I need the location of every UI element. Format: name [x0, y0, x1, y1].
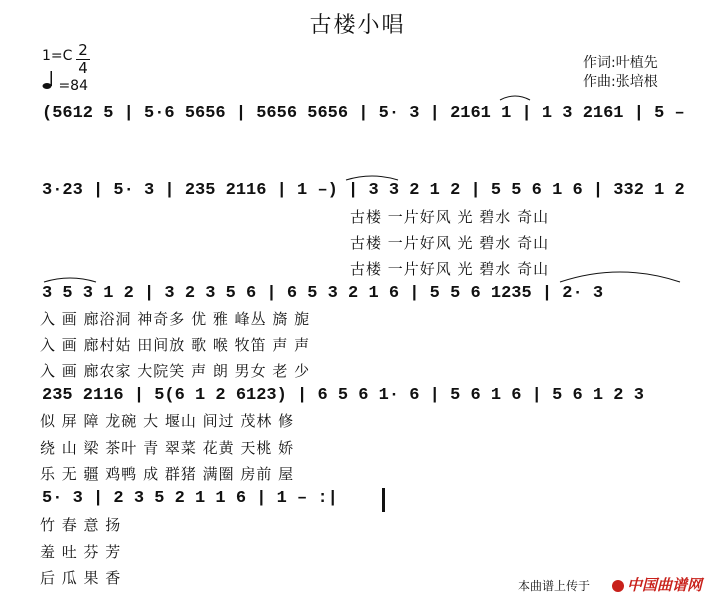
song-title: 古楼小唱 [309, 13, 406, 38]
site-name: 中国曲谱网 [627, 577, 703, 594]
slur-mark [560, 272, 680, 282]
slur-mark [346, 176, 398, 180]
lyric-row4-verse1: 似 屏 障 龙碗 大 堰山 间过 茂林 修 [40, 412, 295, 430]
lyricist-credit: 作词:叶植先 [583, 55, 658, 71]
lyric-row4-verse3: 乐 无 疆 鸡鸭 成 群猪 满圈 房前 屋 [40, 465, 295, 483]
composer-credit: 作曲:张培根 [583, 74, 658, 90]
staff-line-3: 3 5 3 1 2 | 3 2 3 5 6 | 6 5 3 2 1 6 | 5 5 6 1235 | 2· 3 [42, 284, 604, 303]
key-signature: 1=C [42, 48, 73, 64]
staff-line-1: (5612 5 | 5·6 5656 | 5656 5656 | 5· 3 | 2161 1 | 1 3 2161 | 5 – [42, 104, 685, 123]
staff-line-4: 235 2116 | 5(6 1 2 6123) | 6 5 6 1· 6 | 5 6 1 6 | 5 6 1 2 3 [42, 386, 644, 405]
final-barline [382, 488, 385, 512]
lyric-row3-verse2: 入 画 廊村姑 田间放 歌 喉 牧笛 声 声 [40, 336, 311, 354]
slur-mark [44, 278, 96, 282]
lyric-row3-verse1: 入 画 廊浴洞 神奇多 优 雅 峰丛 旖 旎 [40, 310, 311, 328]
slur-mark [500, 96, 530, 100]
staff-line-2: 3·23 | 5· 3 | 235 2116 | 1 –) | 3 3 2 1 2 | 5 5 6 1 6 | 332 1 2 [42, 181, 685, 200]
lyric-row2-verse1: 古楼 一片好风 光 碧水 奇山 [350, 208, 550, 226]
lyric-row5-verse3: 后 瓜 果 香 [40, 569, 122, 587]
lyric-row2-verse2: 古楼 一片好风 光 碧水 奇山 [350, 234, 550, 252]
tempo-value: =84 [58, 78, 88, 94]
lyric-row4-verse2: 绕 山 梁 茶叶 青 翠菜 花黄 天桃 娇 [40, 439, 295, 457]
lyric-row2-verse3: 古楼 一片好风 光 碧水 奇山 [350, 260, 550, 278]
logo-mark-icon [612, 580, 624, 592]
time-sig-top: 2 [78, 41, 88, 59]
staff-line-5: 5· 3 | 2 3 5 2 1 1 6 | 1 – :| [42, 489, 338, 508]
lyric-row5-verse1: 竹 春 意 扬 [40, 516, 122, 534]
time-sig-bottom: 4 [78, 59, 88, 77]
lyric-row3-verse3: 入 画 廊农家 大院笑 声 朗 男女 老 少 [40, 362, 311, 380]
lyric-row5-verse2: 羞 吐 芬 芳 [40, 543, 122, 561]
site-logo [612, 574, 702, 595]
upload-note: 本曲谱上传于 [518, 579, 591, 593]
